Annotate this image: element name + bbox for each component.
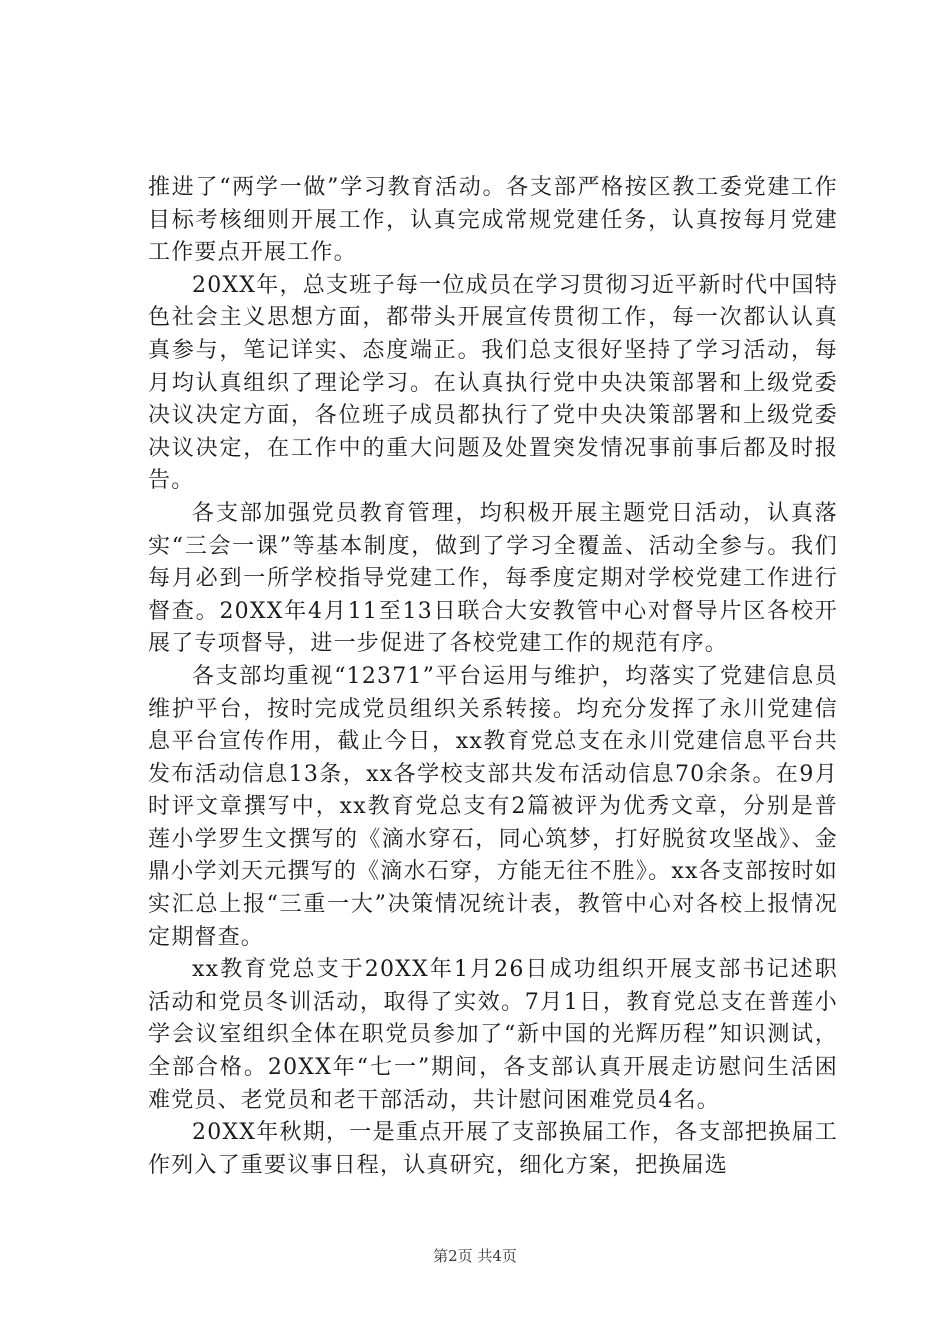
page-number-footer: 第2页 共4页 (433, 1247, 517, 1265)
paragraph-activities: xx教育党总支于20XX年1月26日成功组织开展支部书记述职活动和党员冬训活动，取得了实效。7月1日，教育党总支在普莲小学会议室组织全体在职党员参加了“新中国的光辉历程”知识测试，全部合格。20XX年“七一”期间，各支部认真开展走访慰问生活困难党员、老党员和老干部活动，共计慰问困难党员4名。 (148, 957, 838, 1113)
paragraph-autumn-election: 20XX年秋期，一是重点开展了支部换届工作，各支部把换届工作列入了重要议事日程，认真研究，细化方案，把换届选 (148, 1120, 838, 1178)
document-body (148, 172, 838, 1182)
paragraph-study-practice: 20XX年，总支班子每一位成员在学习贯彻习近平新时代中国特色社会主义思想方面，都带头开展宣传贯彻工作，每一次都认认真真参与，笔记详实、态度端正。我们总支很好坚持了学习活动，每月均认真组织了理论学习。在认真执行党中央决策部署和上级党委决议决定方面，各位班子成员都执行了党中央决策部署和上级党委决议决定，在工作中的重大问题及处置突发情况事前事后都及时报告。 (148, 272, 838, 494)
paragraph-continuation: 推进了“两学一做”学习教育活动。各支部严格按区教工委党建工作目标考核细则开展工作，认真完成常规党建任务，认真按每月党建工作要点开展工作。 (148, 175, 838, 266)
paragraph-member-education: 各支部加强党员教育管理，均积极开展主题党日活动，认真落实“三会一课”等基本制度，做到了学习全覆盖、活动全参与。我们每月必到一所学校指导党建工作，每季度定期对学校党建工作进行督查。20XX年4月11至13日联合大安教管中心对督导片区各校开展了专项督导，进一步促进了各校党建工作的规范有序。 (148, 500, 838, 657)
paragraph-platform-info: 各支部均重视“12371”平台运用与维护，均落实了党建信息员维护平台，按时完成党员组织关系转接。均充分发挥了永川党建信息平台宣传作用，截止今日，xx教育党总支在永川党建信息平台共发布活动信息13条，xx各学校支部共发布活动信息70余条。在9月时评文章撰写中，xx教育党总支有2篇被评为优秀文章，分别是普莲小学罗生文撰写的《滴水穿石，同心筑梦，打好脱贫攻坚战》、金鼎小学刘天元撰写的《滴水石穿，方能无往不胜》。xx各支部按时如实汇总上报“三重一大”决策情况统计表，教管中心对各校上报情况定期督查。 (148, 663, 838, 950)
